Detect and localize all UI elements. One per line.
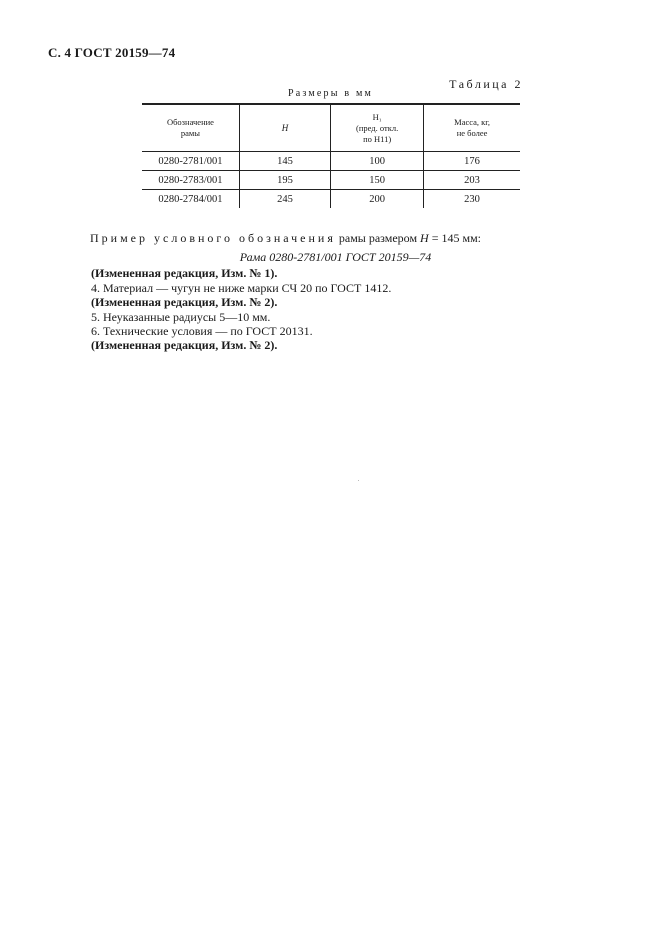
cell-h: 245 xyxy=(239,190,330,209)
column-header-h1 xyxy=(331,104,424,152)
revision-note: (Измененная редакция, Изм. № 1). xyxy=(91,266,278,280)
revision-note: (Измененная редакция, Изм. № 2). xyxy=(91,295,278,309)
example-variable: H xyxy=(420,231,429,245)
table-row xyxy=(142,190,520,209)
revision-note: (Измененная редакция, Изм. № 2). xyxy=(91,338,278,352)
table-header-row xyxy=(142,104,520,152)
example-lead: Пример условного обозначения xyxy=(90,231,336,245)
example-text-after: = 145 мм: xyxy=(431,231,482,245)
cell-mass: 230 xyxy=(424,190,520,209)
column-header-h1-text: H₁ (пред. откл. по H11) xyxy=(356,111,399,144)
dimensions-table xyxy=(142,103,520,208)
designation-example-line xyxy=(90,231,481,246)
cell-h1: 150 xyxy=(331,171,424,190)
cell-h: 195 xyxy=(239,171,330,190)
cell-mass: 203 xyxy=(424,171,520,190)
table-row xyxy=(142,152,520,171)
column-header-h-text: H xyxy=(281,122,289,133)
cell-h1: 100 xyxy=(331,152,424,171)
cell-designation: 0280-2783/001 xyxy=(142,171,239,190)
column-header-mass xyxy=(424,104,520,152)
note-radii: 5. Неуказанные радиусы 5—10 мм. xyxy=(91,310,271,324)
example-text-before: рамы размером xyxy=(338,231,418,245)
scan-speck xyxy=(358,480,359,481)
table-row xyxy=(142,171,520,190)
cell-h1: 200 xyxy=(331,190,424,209)
column-header-designation xyxy=(142,104,239,152)
note-material: 4. Материал — чугун не ниже марки СЧ 20 по ГОСТ 1412. xyxy=(91,281,392,295)
table-label: Таблица 2 xyxy=(449,77,523,91)
note-specifications: 6. Технические условия — по ГОСТ 20131. xyxy=(91,324,313,338)
table-caption: Размеры в мм xyxy=(287,88,374,99)
column-header-designation-text: Обозначение рамы xyxy=(166,117,214,138)
cell-h: 145 xyxy=(239,152,330,171)
cell-mass: 176 xyxy=(424,152,520,171)
page-header: С. 4 ГОСТ 20159—74 xyxy=(48,45,176,60)
column-header-h xyxy=(239,104,330,152)
column-header-mass-text: Масса, кг, не более xyxy=(454,117,490,138)
example-designation: Рама 0280-2781/001 ГОСТ 20159—74 xyxy=(239,250,432,264)
cell-designation: 0280-2781/001 xyxy=(142,152,239,171)
cell-designation: 0280-2784/001 xyxy=(158,193,223,205)
